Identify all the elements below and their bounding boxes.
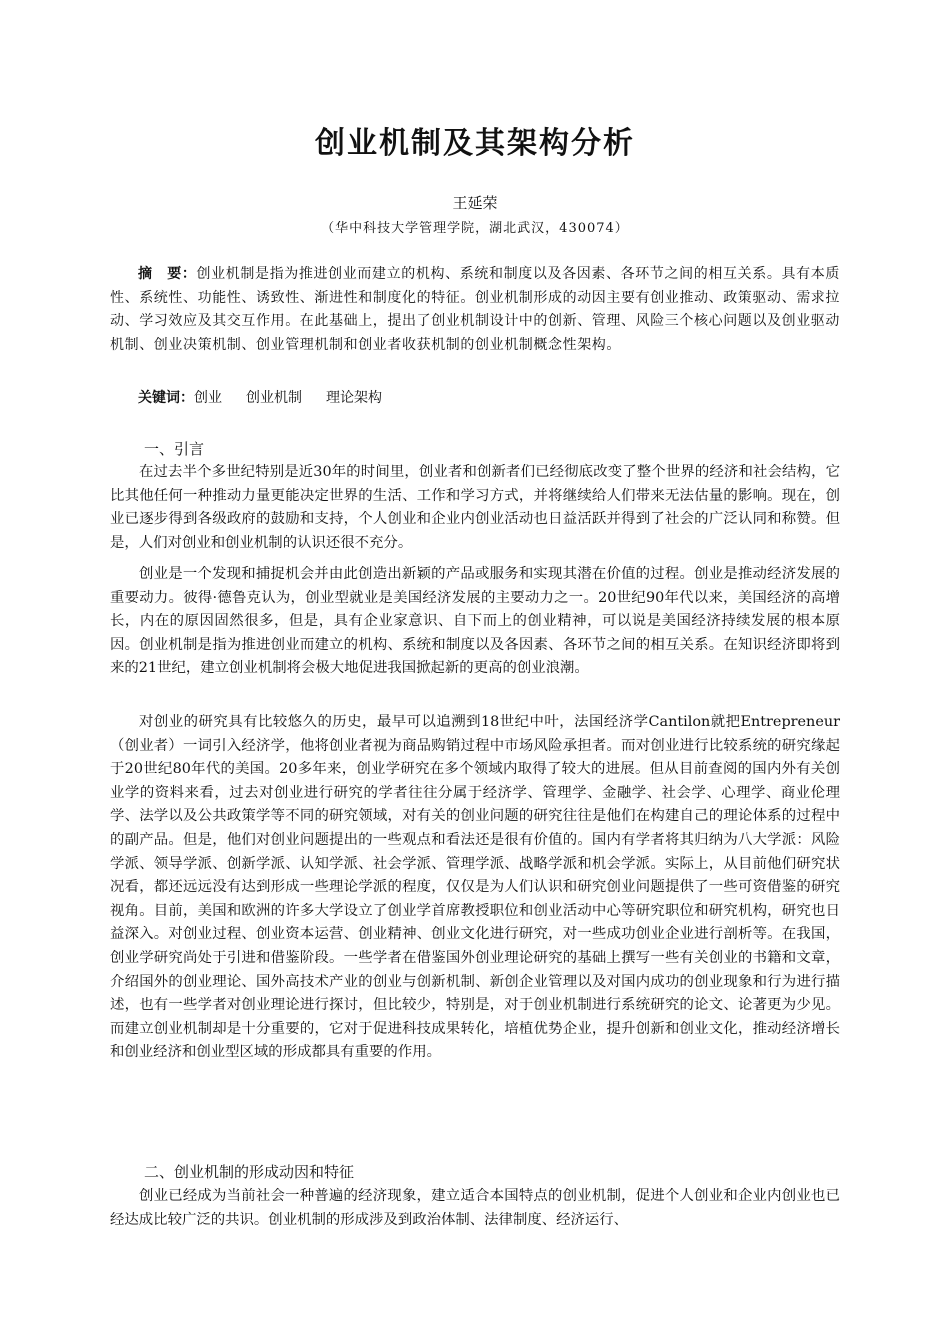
author-name: 王延荣 xyxy=(452,194,498,212)
author-affiliation: （华中科技大学管理学院，湖北武汉，430074） xyxy=(321,221,629,236)
keyword: 理论架构 xyxy=(326,390,382,406)
abstract-text: 创业机制是指为推进创业而建立的机构、系统和制度以及各因素、各环节之间的相互关系。具有本质性、系统性、功能性、诱致性、渐进性和制度化的特征。创业机制形成的动因主要有创业推动、政策驱动、需求拉动、学习效应及其交互作用。在此基础上，提出了创业机制设计中的创新、管理、风险三个核心问题以及创业驱动机制、创业决策机制、创业管理机制和创业者收获机制的创业机制概念性架构。 xyxy=(110,266,840,353)
keywords xyxy=(110,387,840,411)
abstract xyxy=(110,263,840,357)
section-heading-intro: 一、引言 xyxy=(144,440,205,458)
abstract-label: 摘 要： xyxy=(138,266,197,282)
keyword: 创业 xyxy=(194,390,222,406)
paper-title: 创业机制及其架构分析 xyxy=(315,126,635,161)
keyword: 创业机制 xyxy=(246,390,302,406)
section-heading-motives: 二、创业机制的形成动因和特征 xyxy=(144,1163,355,1181)
keywords-label: 关键词： xyxy=(138,390,194,406)
paragraph: 对创业的研究具有比较悠久的历史，最早可以追溯到18世纪中叶，法国经济学Cantilon就把Entrepreneur（创业者）一词引入经济学，他将创业者视为商品购销过程中市场风险承担者。而对创业进行比较系统的研究缘起于20世纪80年代的美国。20多年来，创业学研究在多个领域内取得了较大的进展。但从目前查阅的国内外有关创业学的资料来看，过去对创业进行研究的学者往往分属于经济学、管理学、金融学、社会学、心理学、商业伦理学、法学以及公共政策学等不同的研究领域，对有关的创业问题的研究往往是他们在构建自己的理论体系的过程中的副产品。但是，他们对创业问题提出的一些观点和看法还是很有价值的。国内有学者将其归纳为八大学派：风险学派、领导学派、创新学派、认知学派、社会学派、管理学派、战略学派和机会学派。实际上，从目前他们研究状况看，都还远远没有达到形成一些理论学派的程度，仅仅是为人们认识和研究创业问题提供了一些可资借鉴的研究视角。目前，美国和欧洲的许多大学设立了创业学首席教授职位和创业活动中心等研究职位和研究机构，研究也日益深入。对创业过程、创业资本运营、创业精神、创业文化进行研究，对一些成功创业企业进行剖析等。在我国，创业学研究尚处于引进和借鉴阶段。一些学者在借鉴国外创业理论研究的基础上撰写一些有关创业的书籍和文章，介绍国外的创业理论、国外高技术产业的创业与创新机制、新创企业管理以及对国内成功的创业现象和行为进行描述，也有一些学者对创业理论进行探讨，但比较少，特别是，对于创业机制进行系统研究的论文、论著更为少见。而建立创业机制却是十分重要的，它对于促进科技成果转化，培植优势企业，提升创新和创业文化，推动经济增长和创业经济和创业型区域的形成都具有重要的作用。 xyxy=(110,714,840,1061)
paragraph: 在过去半个多世纪特别是近30年的时间里，创业者和创新者们已经彻底改变了整个世界的经济和社会结构，它比其他任何一种推动力量更能决定世界的生活、工作和学习方式，并将继续给人们带来无法估量的影响。现在，创业已逐步得到各级政府的鼓励和支持，个人创业和企业内创业活动也日益活跃并得到了社会的广泛认同和称赞。但是，人们对创业和创业机制的认识还很不充分。 xyxy=(110,464,840,551)
paragraph: 创业已经成为当前社会一种普遍的经济现象，建立适合本国特点的创业机制，促进个人创业和企业内创业也已经达成比较广泛的共识。创业机制的形成涉及到政治体制、法律制度、经济运行、 xyxy=(110,1188,840,1228)
paragraph: 创业是一个发现和捕捉机会并由此创造出新颖的产品或服务和实现其潜在价值的过程。创业是推动经济发展的重要动力。彼得·德鲁克认为，创业型就业是美国经济发展的主要动力之一。20世纪90年代以来，美国经济的高增长，内在的原因固然很多，但是，具有企业家意识、自下而上的创业精神，可以说是美国经济持续发展的根本原因。创业机制是指为推进创业而建立的机构、系统和制度以及各因素、各环节之间的相互关系。在知识经济即将到来的21世纪，建立创业机制将会极大地促进我国掀起新的更高的创业浪潮。 xyxy=(110,566,840,677)
